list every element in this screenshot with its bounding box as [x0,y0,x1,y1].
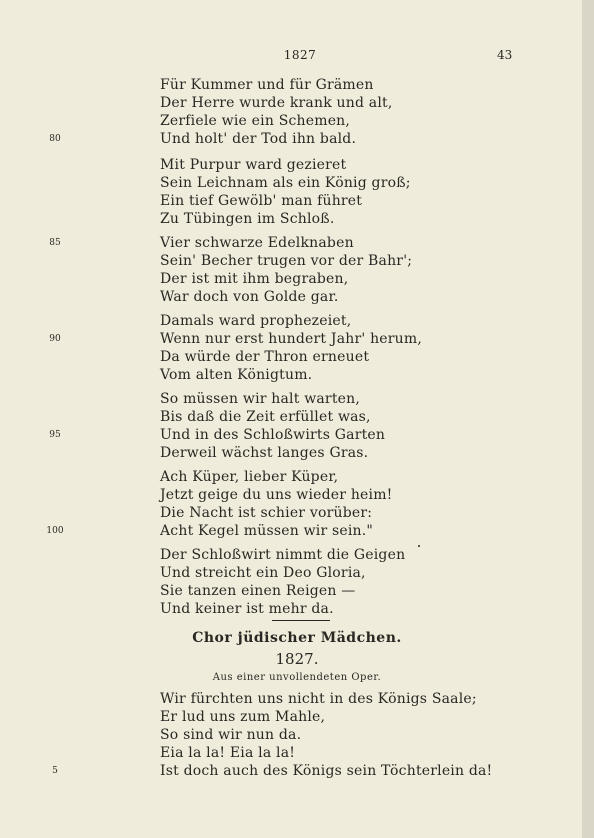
page-number: 43 [497,48,513,62]
verse-line: Eia la la! Eia la la! [160,745,296,761]
ink-speck [418,545,420,547]
verse-line: Jetzt geige du uns wieder heim! [160,487,393,503]
line-number: 80 [49,134,61,144]
verse-line: War doch von Golde gar. [160,289,339,305]
verse-line: Und streicht ein Deo Gloria, [160,565,366,581]
verse-line: Zu Tübingen im Schloß. [160,211,335,227]
verse-line: Der Herre wurde krank und alt, [160,95,393,111]
verse-line: Da würde der Thron erneuet [160,349,370,365]
verse-line: Der Schloßwirt nimmt die Geigen [160,547,406,563]
verse-line: Derweil wächst langes Gras. [160,445,369,461]
verse-line: Acht Kegel müssen wir sein." [160,523,374,539]
poem-title: Chor jüdischer Mädchen. [192,630,402,646]
line-number: 85 [49,238,61,248]
verse-line: Für Kummer und für Grämen [160,77,374,93]
verse-line: Der ist mit ihm begraben, [160,271,349,287]
verse-line: Und holt' der Tod ihn bald. [160,131,357,147]
poem-year: 1827. [275,650,319,668]
verse-line: Vier schwarze Edelknaben [160,235,354,251]
verse-line: Ein tief Gewölb' man führet [160,193,363,209]
verse-line: Zerfiele wie ein Schemen, [160,113,351,129]
line-number: 5 [52,766,58,776]
verse-line: Damals ward prophezeiet, [160,313,352,329]
verse-line: So sind wir nun da. [160,727,302,743]
verse-line: So müssen wir halt warten, [160,391,361,407]
running-head [0,46,594,66]
verse-line: Sein Leichnam als ein König groß; [160,175,411,191]
verse-line: Er lud uns zum Mahle, [160,709,326,725]
verse-line: Und in des Schloßwirts Garten [160,427,386,443]
poem-subtitle: Aus einer unvollendeten Oper. [212,672,382,683]
verse-line: Ach Küper, lieber Küper, [160,469,339,485]
verse-line: Die Nacht ist schier vorüber: [160,505,373,521]
verse-line: Wenn nur erst hundert Jahr' herum, [160,331,422,347]
verse-line: Vom alten Königtum. [160,367,313,383]
page-edge [582,0,594,838]
verse-line: Sie tanzen einen Reigen — [160,583,356,599]
running-head-year: 1827 [283,48,317,62]
verse-line: Sein' Becher trugen vor der Bahr'; [160,253,413,269]
verse-line: Ist doch auch des Königs sein Töchterlein da! [160,763,493,779]
verse-line: Mit Purpur ward gezieret [160,157,347,173]
line-number: 95 [49,430,61,440]
verse-line: Und keiner ist mehr da. [160,601,334,617]
verse-line: Wir fürchten uns nicht in des Königs Saale; [160,691,477,707]
line-number: 100 [46,526,64,536]
section-divider-rule [272,620,330,621]
verse-line: Bis daß die Zeit erfüllet was, [160,409,371,425]
line-number: 90 [49,334,61,344]
